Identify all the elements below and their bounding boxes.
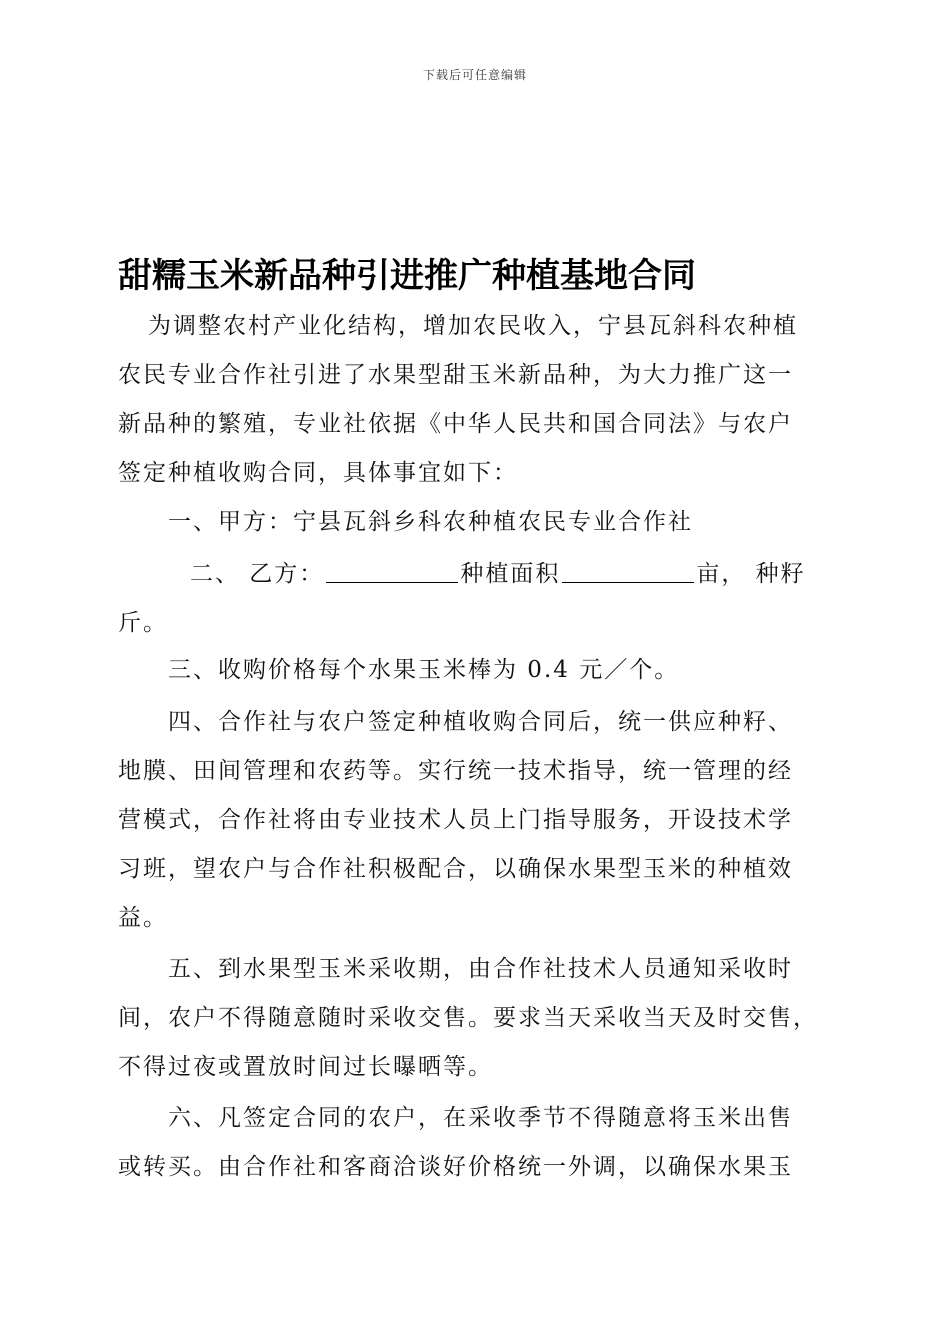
clause-line: 益。 bbox=[118, 905, 168, 931]
intro-line: 新品种的繁殖，专业社依据《中华人民共和国合同法》与农户 bbox=[118, 411, 793, 437]
clause-4 bbox=[118, 698, 834, 943]
clause-line: 四、合作社与农户签定种植收购合同后，统一供应种籽、 bbox=[168, 709, 793, 735]
intro-paragraph bbox=[118, 302, 834, 498]
clause-line: 一、甲方：宁县瓦斜乡科农种植农民专业合作社 bbox=[168, 509, 693, 535]
clause-6 bbox=[118, 1094, 834, 1192]
clause-2-prefix: 二、 乙方： bbox=[190, 561, 325, 587]
area-blank bbox=[562, 560, 694, 583]
clause-2 bbox=[118, 550, 834, 648]
clause-line: 或转买。由合作社和客商洽谈好价格统一外调，以确保水果玉 bbox=[118, 1154, 793, 1180]
clause-line: 习班，望农户与合作社积极配合，以确保水果型玉米的种植效 bbox=[118, 856, 793, 882]
clause-line: 斤。 bbox=[118, 610, 168, 636]
intro-line: 农民专业合作社引进了水果型甜玉米新品种，为大力推广这一 bbox=[118, 362, 793, 388]
party-b-blank bbox=[326, 560, 458, 583]
clause-line: 地膜、田间管理和农药等。实行统一技术指导，统一管理的经 bbox=[118, 758, 793, 784]
intro-line: 签定种植收购合同，具体事宜如下： bbox=[118, 460, 518, 486]
clause-2-suffix: 亩， 种籽 bbox=[696, 561, 806, 587]
clause-line: 五、到水果型玉米采收期，由合作社技术人员通知采收时 bbox=[168, 956, 793, 982]
clause-line: 三、收购价格每个水果玉米棒为 0.4 元／个。 bbox=[168, 657, 680, 683]
clause-line: 营模式，合作社将由专业技术人员上门指导服务，开设技术学 bbox=[118, 807, 793, 833]
clause-3 bbox=[118, 646, 834, 695]
header-note: 下载后可任意编辑 bbox=[422, 68, 527, 82]
clause-line: 不得过夜或置放时间过长曝晒等。 bbox=[118, 1054, 493, 1080]
clause-line: 六、凡签定合同的农户，在采收季节不得随意将玉米出售 bbox=[168, 1105, 793, 1131]
clause-2-mid: 种植面积 bbox=[460, 561, 561, 587]
clause-5 bbox=[118, 945, 834, 1092]
clause-line bbox=[118, 550, 834, 599]
clause-1 bbox=[118, 498, 834, 547]
clause-line: 间，农户不得随意随时采收交售。要求当天采收当天及时交售， bbox=[118, 1005, 818, 1031]
intro-line: 为调整农村产业化结构，增加农民收入，宁县瓦斜科农种植 bbox=[148, 313, 798, 339]
document-title: 甜糯玉米新品种引进推广种植基地合同 bbox=[118, 256, 696, 296]
